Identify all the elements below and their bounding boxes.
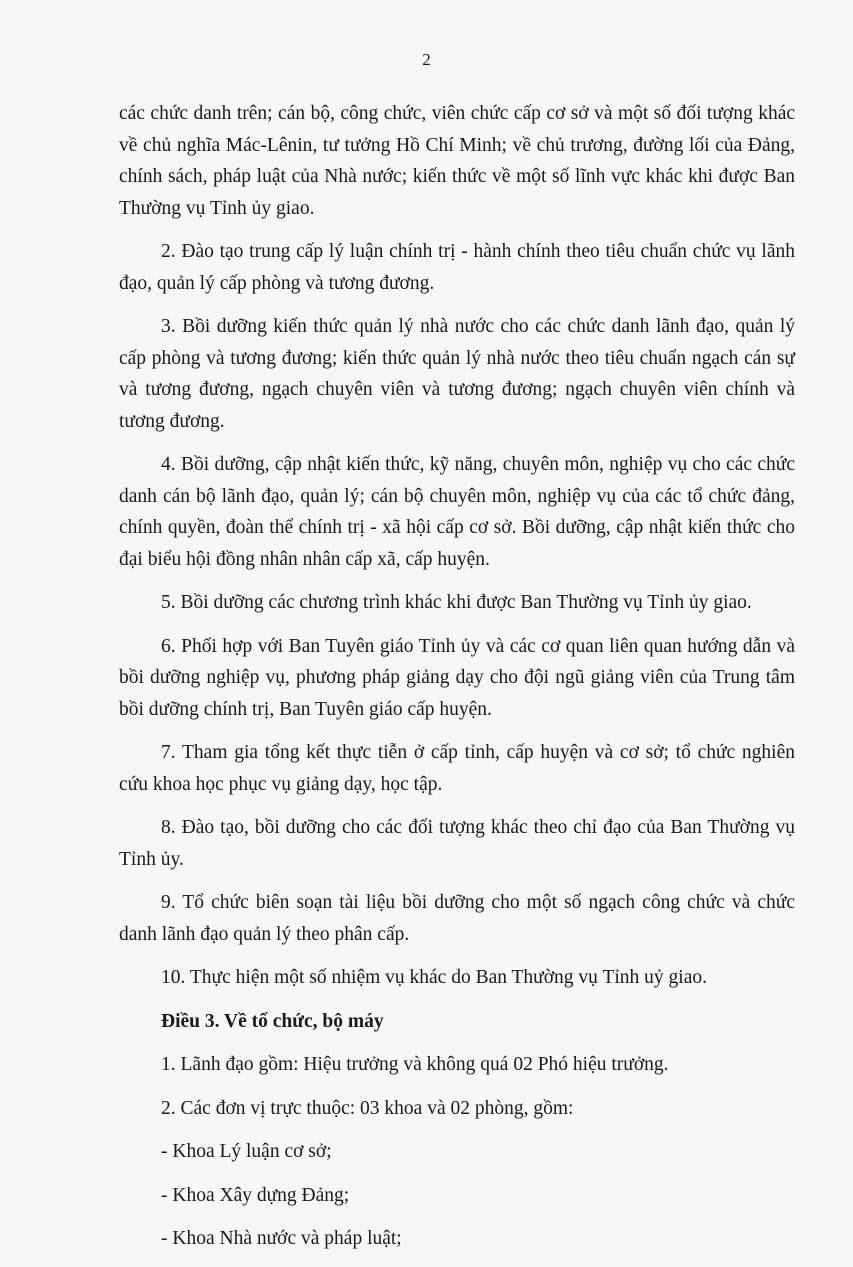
paragraph-continuation: các chức danh trên; cán bộ, công chức, viên chức cấp cơ sở và một số đối tượng khác về chủ nghĩa Mác-Lênin, tư tưởng Hồ Chí Minh; về chủ trương, đường lối của Đảng, chính sách, pháp luật của Nhà nước; kiến thức về một số lĩnh vực khác khi được Ban Thường vụ Tỉnh ủy giao. — [119, 103, 795, 219]
paragraph-item-7: 7. Tham gia tổng kết thực tiễn ở cấp tỉnh, cấp huyện và cơ sở; tổ chức nghiên cứu khoa học phục vụ giảng dạy, học tập. — [119, 742, 795, 795]
page-number: 2 — [422, 50, 431, 69]
unit-list-item: - Khoa Xây dựng Đảng; — [161, 1184, 350, 1206]
document-body — [119, 98, 795, 1267]
paragraph-item-4: 4. Bồi dưỡng, cập nhật kiến thức, kỹ năng, chuyên môn, nghiệp vụ cho các chức danh cán bộ lãnh đạo, quản lý; cán bộ chuyên môn, nghiệp vụ của các tổ chức đảng, chính quyền, đoàn thể chính trị - xã hội cấp cơ sở. Bồi dưỡng, cập nhật kiến thức cho đại biểu hội đồng nhân nhân cấp xã, cấp huyện. — [119, 454, 795, 570]
paragraph-item-8: 8. Đào tạo, bồi dưỡng cho các đối tượng khác theo chỉ đạo của Ban Thường vụ Tỉnh ủy. — [119, 817, 795, 870]
article-3-item-units: 2. Các đơn vị trực thuộc: 03 khoa và 02 phòng, gồm: — [161, 1097, 574, 1119]
article-3-item-leadership: 1. Lãnh đạo gồm: Hiệu trưởng và không quá 02 Phó hiệu trưởng. — [161, 1054, 669, 1075]
paragraph-item-9: 9. Tổ chức biên soạn tài liệu bồi dưỡng cho một số ngạch công chức và chức danh lãnh đạo quản lý theo phân cấp. — [119, 892, 795, 945]
paragraph-item-3: 3. Bồi dưỡng kiến thức quản lý nhà nước cho các chức danh lãnh đạo, quản lý cấp phòng và tương đương; kiến thức quản lý nhà nước theo tiêu chuẩn ngạch cán sự và tương đương, ngạch chuyên viên và tương đương; ngạch chuyên viên chính và tương đương. — [119, 316, 795, 432]
paragraph-item-2: 2. Đào tạo trung cấp lý luận chính trị - hành chính theo tiêu chuẩn chức vụ lãnh đạo, quản lý cấp phòng và tương đương. — [119, 241, 795, 294]
article-3-heading: Điều 3. Về tổ chức, bộ máy — [161, 1010, 384, 1032]
paragraph-item-6: 6. Phối hợp với Ban Tuyên giáo Tỉnh ủy và các cơ quan liên quan hướng dẫn và bồi dưỡng nghiệp vụ, phương pháp giảng dạy cho đội ngũ giảng viên của Trung tâm bồi dưỡng chính trị, Ban Tuyên giáo cấp huyện. — [119, 635, 795, 720]
unit-list-item: - Khoa Nhà nước và pháp luật; — [161, 1228, 402, 1249]
paragraph-item-5: 5. Bồi dưỡng các chương trình khác khi được Ban Thường vụ Tỉnh ủy giao. — [161, 592, 752, 613]
paragraph-item-10: 10. Thực hiện một số nhiệm vụ khác do Ban Thường vụ Tỉnh uỷ giao. — [161, 967, 707, 988]
unit-list-item: - Khoa Lý luận cơ sở; — [161, 1141, 332, 1162]
